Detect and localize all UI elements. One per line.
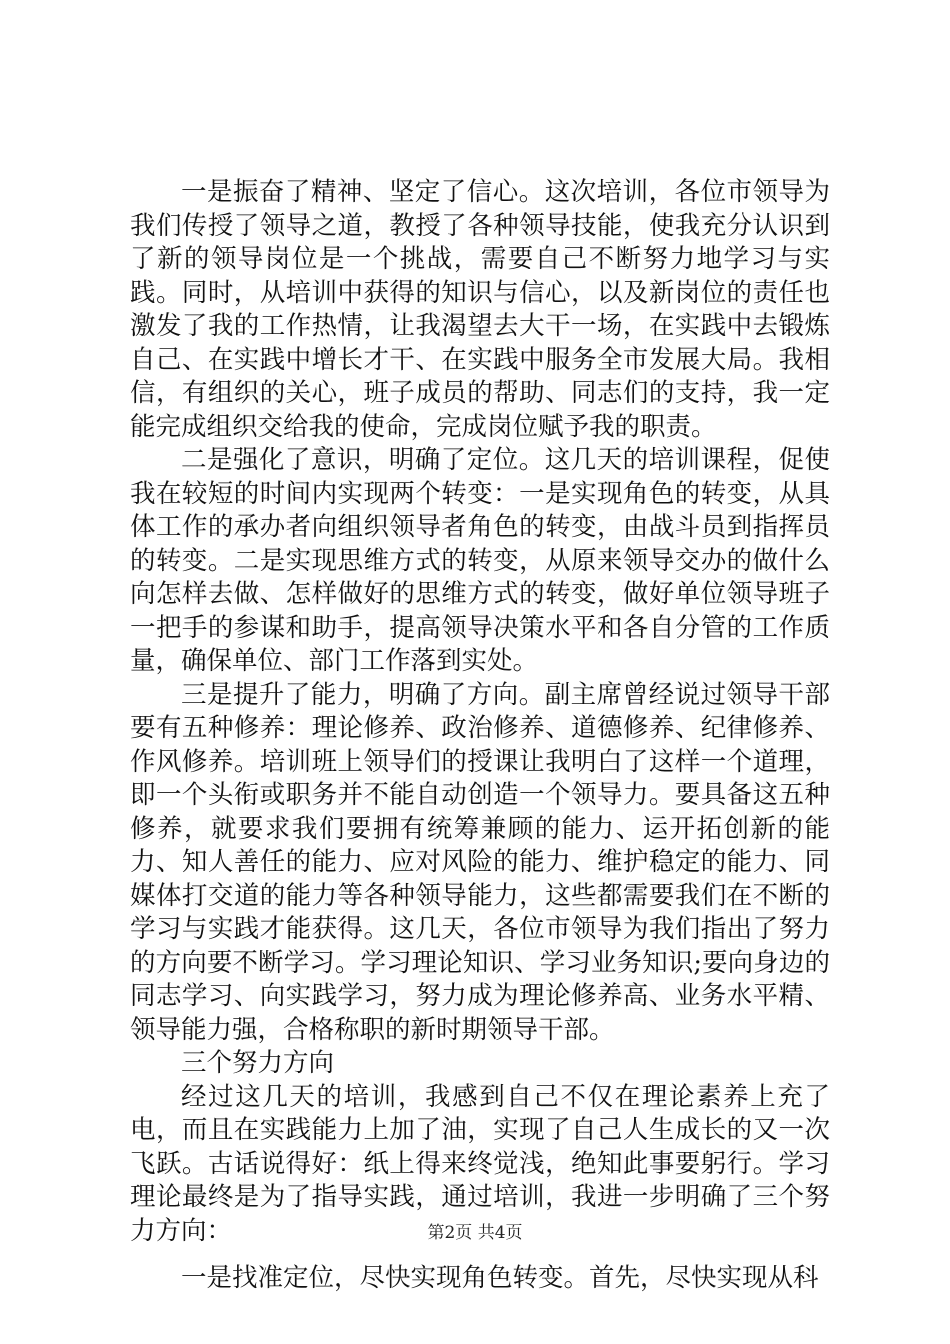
section-heading-three-directions: 三个努力方向 bbox=[181, 1048, 335, 1078]
page-footer: 第2页 共4页 bbox=[427, 1223, 523, 1243]
document-body bbox=[130, 176, 830, 1296]
paragraph-ability: 三是提升了能力，明确了方向。副主席曾经说过领导干部要有五种修养：理论修养、政治修养、道德修养、纪律修养、作风修养。培训班上领导们的授课让我明白了这样一个道理，即一个头衔或职务并不能自动创造一个领导力。要具备这五种修养，就要求我们要拥有统筹兼顾的能力、运开拓创新的能力、知人善任的能力、应对风险的能力、维护稳定的能力、同媒体打交道的能力等各种领导能力，这些都需要我们在不断的学习与实践才能获得。这几天，各位市领导为我们指出了努力的方向要不断学习。学习理论知识、学习业务知识;要向身边的同志学习、向实践学习，努力成为理论修养高、业务水平精、领导能力强，合格称职的新时期领导干部。 bbox=[130, 679, 830, 1045]
paragraph-positioning: 一是找准定位，尽快实现角色转变。首先，尽快实现从科 bbox=[181, 1263, 819, 1293]
paragraph-training-summary: 经过这几天的培训，我感到自己不仅在理论素养上充了电，而且在实践能力上加了油，实现了自己人生成长的又一次飞跃。古话说得好：纸上得来终觉浅，绝知此事要躬行。学习理论最终是为了指导实践，通过培训，我进一步明确了三个努力方向： bbox=[130, 1081, 830, 1246]
paragraph-awareness: 二是强化了意识，明确了定位。这几天的培训课程，促使我在较短的时间内实现两个转变：一是实现角色的转变，从具体工作的承办者向组织领导者角色的转变，由战斗员到指挥员的转变。二是实现思维方式的转变，从原来领导交办的做什么向怎样去做、怎样做好的思维方式的转变，做好单位领导班子一把手的参谋和助手，提高领导决策水平和各自分管的工作质量，确保单位、部门工作落到实处。 bbox=[130, 445, 830, 676]
paragraph-morale: 一是振奋了精神、坚定了信心。这次培训，各位市领导为我们传授了领导之道，教授了各种领导技能，使我充分认识到了新的领导岗位是一个挑战，需要自己不断努力地学习与实践。同时，从培训中获得的知识与信心，以及新岗位的责任也激发了我的工作热情，让我渴望去大干一场，在实践中去锻炼自己、在实践中增长才干、在实践中服务全市发展大局。我相信，有组织的关心，班子成员的帮助、同志们的支持，我一定能完成组织交给我的使命，完成岗位赋予我的职责。 bbox=[130, 177, 830, 442]
